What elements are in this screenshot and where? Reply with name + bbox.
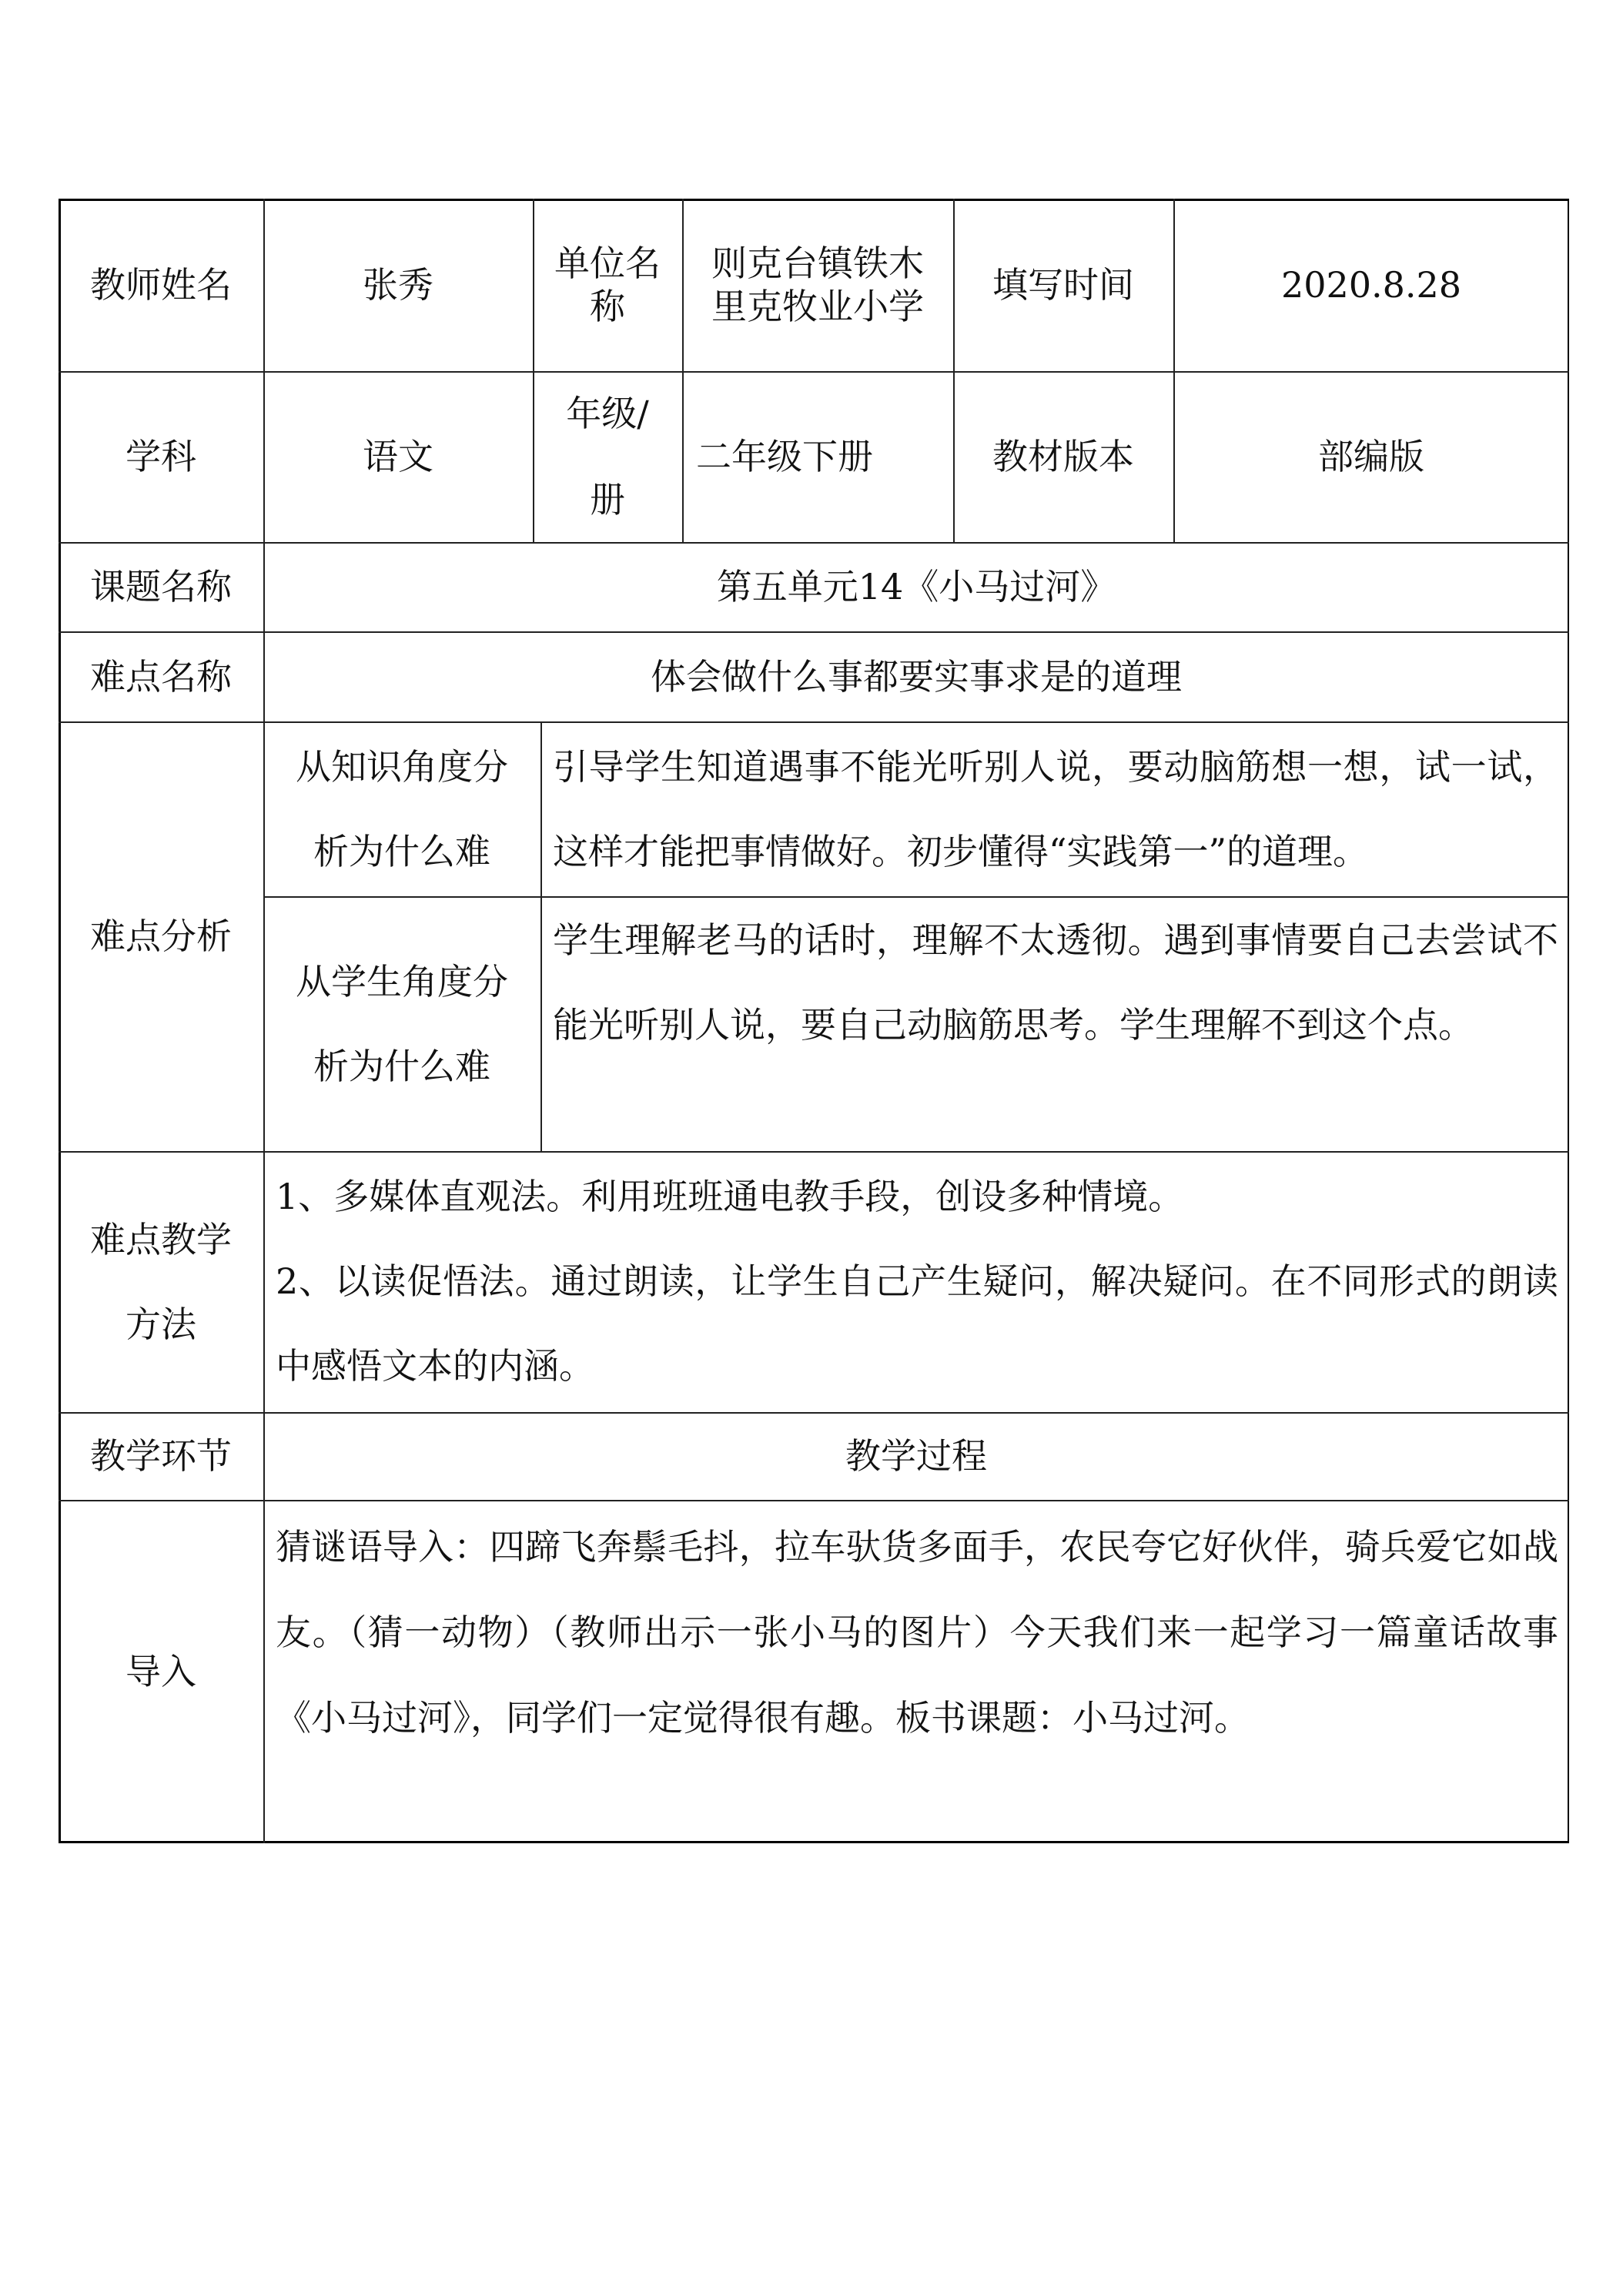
grade-label: 年级/册 [566,393,649,520]
grade-value: 二年级下册 [696,436,873,477]
difficulty-label: 难点名称 [90,655,232,698]
difficulty-value: 体会做什么事都要实事求是的道理 [651,655,1182,698]
student-angle-label: 从学生角度分析为什么难 [296,960,508,1087]
analysis-label: 难点分析 [90,915,232,957]
unit-name-label: 单位名称 [554,243,661,327]
intro-text: 猜谜语导入：四蹄飞奔鬃毛抖，拉车驮货多面手，农民夸它好伙伴，骑兵爱它如战友。（猜一动物）（教师出示一张小马的图片）今天我们来一起学习一篇童话故事《小马过河》，同学们一定觉得很有趣。板书课题：小马过河。 [276,1526,1558,1739]
lesson-plan-table [59,199,1569,1843]
topic-label: 课题名称 [90,566,232,607]
teaching-process-header: 教学过程 [845,1435,987,1477]
teacher-name-label: 教师姓名 [90,264,232,306]
unit-name-value: 则克台镇铁木里克牧业小学 [711,243,924,327]
subject-value: 语文 [363,436,433,477]
edition-value: 部编版 [1318,436,1424,477]
row-divider [59,1151,1569,1153]
edition-label: 教材版本 [992,436,1134,477]
teaching-stage-header: 教学环节 [90,1435,232,1477]
method-item-1: 1、多媒体直观法。利用班班通电教手段，创设多种情境。 [276,1176,1184,1217]
method-item-2: 2、以读促悟法。通过朗读，让学生自己产生疑问，解决疑问。在不同形式的朗读中感悟文本的内涵。 [276,1260,1558,1387]
fill-time-value: 2020.8.28 [1280,264,1462,306]
student-angle-text: 学生理解老马的话时，理解不太透彻。遇到事情要自己去尝试不能光听别人说，要自己动脑筋思考。学生理解不到这个点。 [553,919,1558,1046]
method-label: 难点教学方法 [90,1218,232,1345]
subject-label: 学科 [125,436,196,477]
row-divider [59,1500,1569,1501]
knowledge-angle-label: 从知识角度分析为什么难 [296,745,508,872]
fill-time-label: 填写时间 [992,264,1134,306]
topic-value: 第五单元14《小马过河》 [716,566,1116,607]
knowledge-angle-text: 引导学生知道遇事不能光听别人说，要动脑筋想一想，试一试，这样才能把事情做好。初步懂得“实践第一”的道理。 [553,746,1558,872]
intro-label: 导入 [125,1651,196,1692]
teacher-name-value: 张秀 [363,264,433,306]
